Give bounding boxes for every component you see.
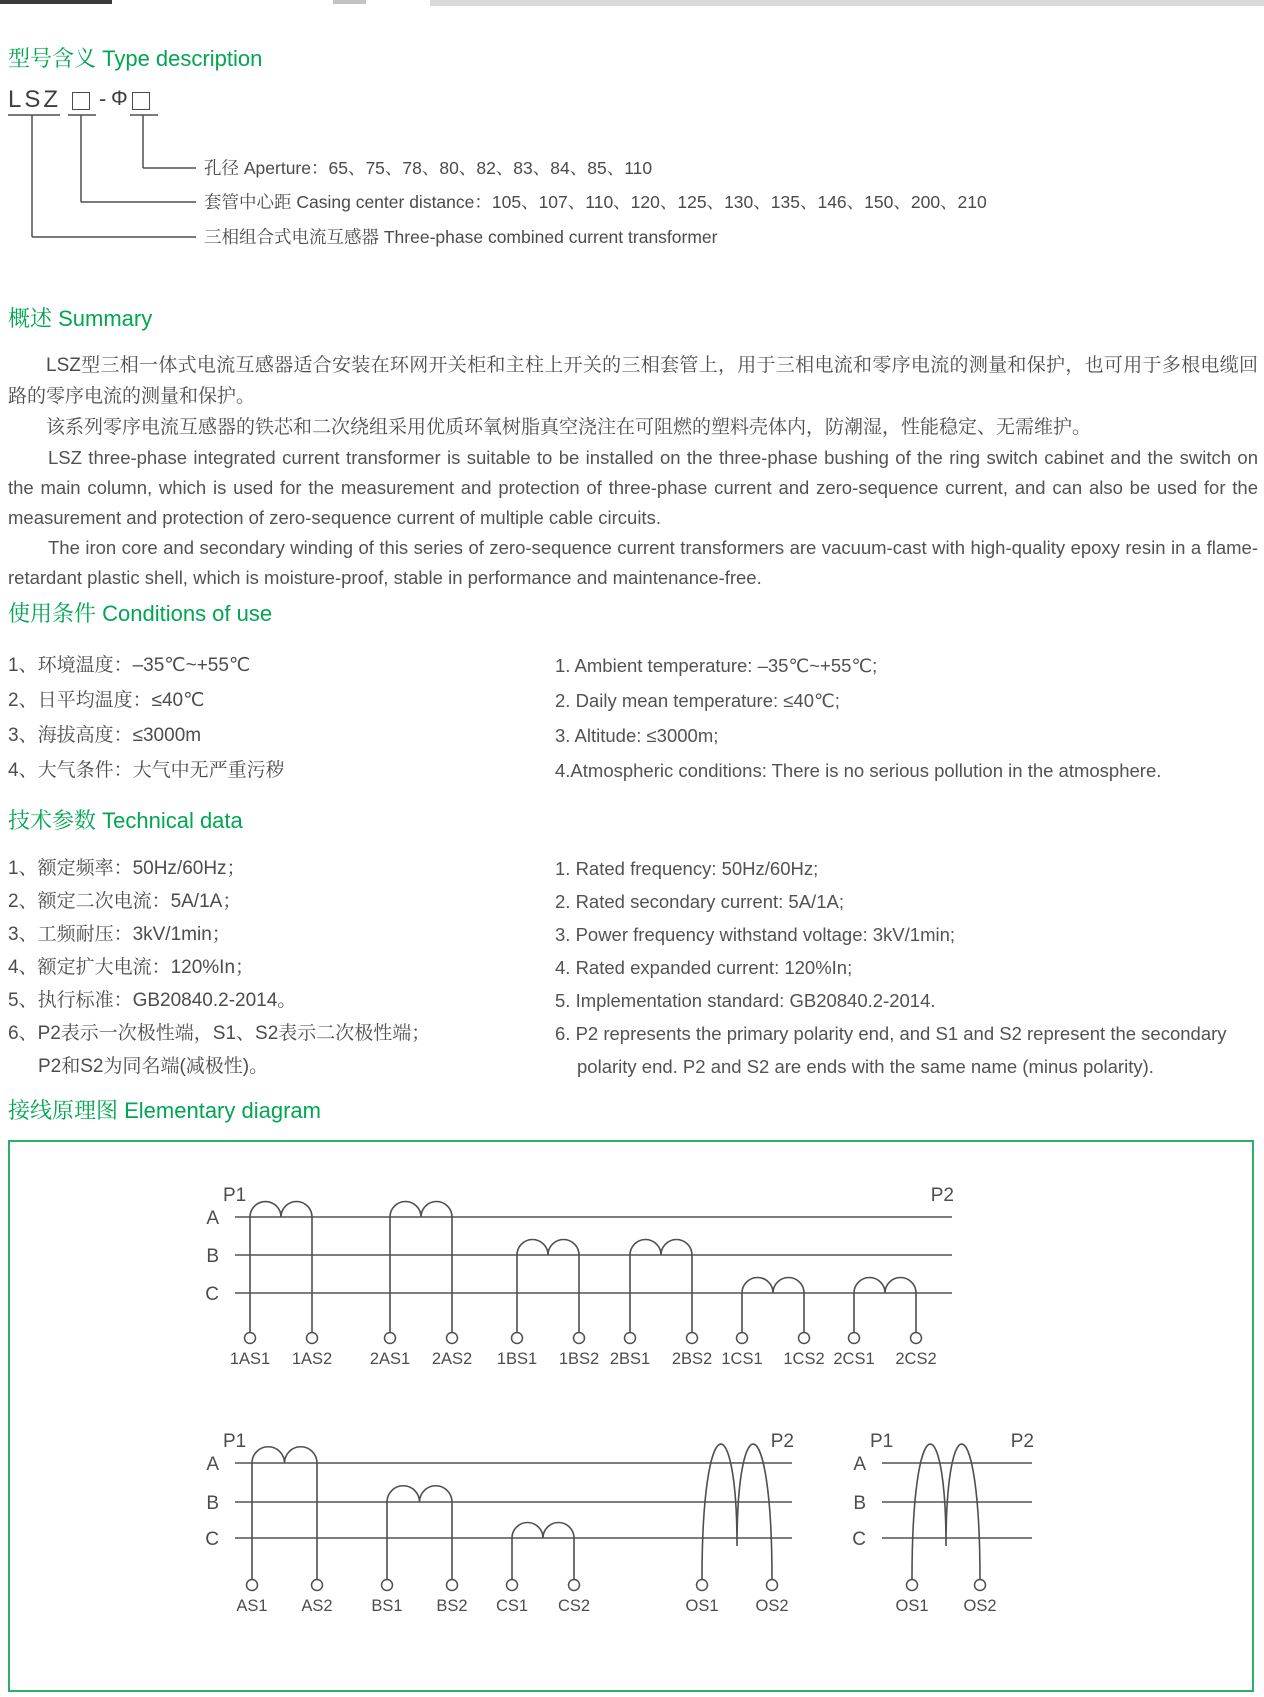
model-prefix: LSZ xyxy=(8,86,62,113)
technical-column-cn xyxy=(8,852,555,1083)
terminal-label: 2AS1 xyxy=(369,1350,411,1368)
phase-label-A: A xyxy=(853,1454,866,1475)
terminal-label: 1AS2 xyxy=(291,1350,333,1368)
terminal-circle xyxy=(569,1580,580,1591)
phase-label-B: B xyxy=(206,1246,219,1267)
ct-winding xyxy=(387,1486,452,1579)
header-bar-dash xyxy=(333,0,366,4)
terminal-circle xyxy=(447,1333,458,1344)
terminal-label: OS2 xyxy=(963,1597,997,1615)
terminal-circle xyxy=(512,1333,523,1344)
terminal-label: BS1 xyxy=(371,1597,403,1615)
terminal-label: 1BS2 xyxy=(558,1350,600,1368)
technical-en-1: 1. Rated frequency: 50Hz/60Hz; xyxy=(555,858,819,879)
condition-en-3: 3. Altitude: ≤3000m; xyxy=(555,725,719,746)
conditions-section xyxy=(8,648,1258,788)
phase-label-B: B xyxy=(853,1493,866,1514)
ct-winding xyxy=(252,1447,317,1579)
technical-cn-6-continued: P2和S2为同名端(减极性)。 xyxy=(38,1056,269,1077)
model-designation xyxy=(8,84,1158,260)
p1-label: P1 xyxy=(223,1431,247,1452)
condition-en-4: 4.Atmospheric conditions: There is no serious pollution in the atmosphere. xyxy=(555,760,1162,781)
terminal-label: 2CS1 xyxy=(833,1350,875,1368)
terminal-label: OS1 xyxy=(895,1597,929,1615)
summary-paragraph-en-2: The iron core and secondary winding of this series of zero-sequence current transformers are vacuum-cast with high-quality epoxy resin in a flame-retardant plastic shell, which is moisture-proof, stable in performance and maintenance-free. xyxy=(8,537,1258,588)
p1-label: P1 xyxy=(870,1431,894,1452)
phase-label-C: C xyxy=(205,1529,219,1550)
technical-cn-5: 5、执行标准：GB20840.2-2014。 xyxy=(8,990,297,1011)
summary-paragraph-en-1: LSZ three-phase integrated current transformer is suitable to be installed on the three-phase bushing of the ring switch cabinet and the switch on the main column, which is used for the measurement and protection of three-phase current and zero-sequence current, and can also be used for the measurement and protection of zero-sequence current of multiple cable circuits. xyxy=(8,447,1258,528)
model-dash: - xyxy=(99,86,107,111)
technical-cn-2: 2、额定二次电流：5A/1A； xyxy=(8,891,242,912)
conditions-column-cn xyxy=(8,648,555,788)
ct-winding xyxy=(742,1278,804,1333)
terminal-label: AS2 xyxy=(301,1597,333,1615)
terminal-circle xyxy=(385,1333,396,1344)
terminal-label: 2BS2 xyxy=(671,1350,713,1368)
phase-label-B: B xyxy=(206,1493,219,1514)
technical-en-3: 3. Power frequency withstand voltage: 3kV/1min; xyxy=(555,924,956,945)
terminal-label: 1AS1 xyxy=(229,1350,271,1368)
terminal-circle xyxy=(574,1333,585,1344)
summary-paragraph-cn-2: 该系列零序电流互感器的铁芯和二次绕组采用优质环氧树脂真空浇注在可阻燃的塑料壳体内，防潮湿，性能稳定、无需维护。 xyxy=(46,417,1092,438)
phase-label-C: C xyxy=(205,1284,219,1305)
terminal-circle xyxy=(312,1580,323,1591)
model-row-aperture: 孔径 Aperture：65、75、78、80、82、83、84、85、110 xyxy=(204,158,653,178)
terminal-circle xyxy=(507,1580,518,1591)
technical-cn-4: 4、额定扩大电流：120%In； xyxy=(8,957,255,978)
terminal-circle xyxy=(799,1333,810,1344)
terminal-label: OS2 xyxy=(755,1597,789,1615)
conditions-heading: 使用条件 Conditions of use xyxy=(8,601,273,626)
phase-label-C: C xyxy=(852,1529,866,1550)
terminal-circle xyxy=(382,1580,393,1591)
zero-sequence-winding xyxy=(702,1444,772,1579)
terminal-label: 1BS1 xyxy=(496,1350,538,1368)
terminal-label: 1CS2 xyxy=(783,1350,825,1368)
technical-en-5: 5. Implementation standard: GB20840.2-2014. xyxy=(555,990,936,1011)
model-row-product-type: 三相组合式电流互感器 Three-phase combined current transformer xyxy=(204,227,718,247)
elementary-diagram-drawing xyxy=(10,1142,1248,1686)
terminal-label: 2BS1 xyxy=(609,1350,651,1368)
model-placeholder-box-aperture xyxy=(132,92,150,110)
terminal-circle xyxy=(697,1580,708,1591)
terminal-circle xyxy=(737,1333,748,1344)
terminal-circle xyxy=(907,1580,918,1591)
terminal-circle xyxy=(245,1333,256,1344)
ct-winding xyxy=(250,1202,312,1333)
technical-column-en xyxy=(555,852,1258,1083)
ct-winding xyxy=(517,1240,579,1333)
model-placeholder-box-center-distance xyxy=(72,92,90,110)
condition-cn-1: 1、环境温度：–35℃~+55℃ xyxy=(8,655,251,676)
elementary-diagram-box xyxy=(8,1140,1254,1692)
model-row-center-distance: 套管中心距 Casing center distance：105、107、110、120、125、130、135、146、150、200、210 xyxy=(204,192,987,212)
ct-winding xyxy=(854,1278,916,1333)
header-bar-dark xyxy=(0,0,112,4)
technical-en-6: 6. P2 represents the primary polarity end, and S1 and S2 represent the secondary xyxy=(555,1023,1227,1044)
type-description-heading: 型号含义 Type description xyxy=(8,46,263,71)
condition-cn-3: 3、海拔高度：≤3000m xyxy=(8,725,202,746)
terminal-circle xyxy=(687,1333,698,1344)
terminal-label: CS2 xyxy=(557,1597,591,1615)
technical-cn-1: 1、额定频率：50Hz/60Hz； xyxy=(8,858,246,879)
terminal-label: CS1 xyxy=(495,1597,529,1615)
model-phi-symbol: Φ xyxy=(111,87,128,110)
summary-heading: 概述 Summary xyxy=(8,306,153,331)
condition-cn-2: 2、日平均温度：≤40℃ xyxy=(8,690,205,711)
summary-section xyxy=(8,350,1258,593)
terminal-label: AS1 xyxy=(236,1597,268,1615)
p2-label: P2 xyxy=(1010,1431,1034,1452)
technical-cn-6: 6、P2表示一次极性端，S1、S2表示二次极性端； xyxy=(8,1023,431,1044)
phase-label-A: A xyxy=(206,1208,219,1229)
terminal-circle xyxy=(625,1333,636,1344)
terminal-label: 1CS1 xyxy=(721,1350,763,1368)
terminal-circle xyxy=(849,1333,860,1344)
technical-heading: 技术参数 Technical data xyxy=(8,808,243,833)
terminal-label: 2AS2 xyxy=(431,1350,473,1368)
condition-en-2: 2. Daily mean temperature: ≤40℃; xyxy=(555,690,840,711)
condition-en-1: 1. Ambient temperature: –35℃~+55℃; xyxy=(555,655,878,676)
p2-label: P2 xyxy=(930,1185,954,1206)
terminal-circle xyxy=(447,1580,458,1591)
elementary-diagram-heading: 接线原理图 Elementary diagram xyxy=(8,1098,321,1123)
terminal-label: 2CS2 xyxy=(895,1350,937,1368)
technical-en-2: 2. Rated secondary current: 5A/1A; xyxy=(555,891,844,912)
ct-winding xyxy=(512,1523,574,1580)
condition-cn-4: 4、大气条件：大气中无严重污秽 xyxy=(8,760,285,781)
ct-winding xyxy=(630,1240,692,1333)
technical-en-6-continued: polarity end. P2 and S2 are ends with the same name (minus polarity). xyxy=(577,1056,1154,1077)
header-bar-light xyxy=(430,0,1264,6)
zero-sequence-winding xyxy=(912,1444,980,1579)
ct-winding xyxy=(390,1202,452,1333)
terminal-label: OS1 xyxy=(685,1597,719,1615)
terminal-circle xyxy=(767,1580,778,1591)
p1-label: P1 xyxy=(223,1185,247,1206)
terminal-circle xyxy=(307,1333,318,1344)
conditions-column-en xyxy=(555,648,1258,788)
terminal-circle xyxy=(911,1333,922,1344)
terminal-label: BS2 xyxy=(436,1597,468,1615)
technical-cn-3: 3、工频耐压：3kV/1min； xyxy=(8,924,231,945)
technical-en-4: 4. Rated expanded current: 120%In; xyxy=(555,957,853,978)
summary-paragraph-cn-1: LSZ型三相一体式电流互感器适合安装在环网开关柜和主柱上开关的三相套管上，用于三相电流和零序电流的测量和保护，也可用于多根电缆回路的零序电流的测量和保护。 xyxy=(8,355,1258,407)
terminal-circle xyxy=(975,1580,986,1591)
phase-label-A: A xyxy=(206,1454,219,1475)
technical-section xyxy=(8,852,1258,1083)
p2-label: P2 xyxy=(770,1431,794,1452)
terminal-circle xyxy=(247,1580,258,1591)
